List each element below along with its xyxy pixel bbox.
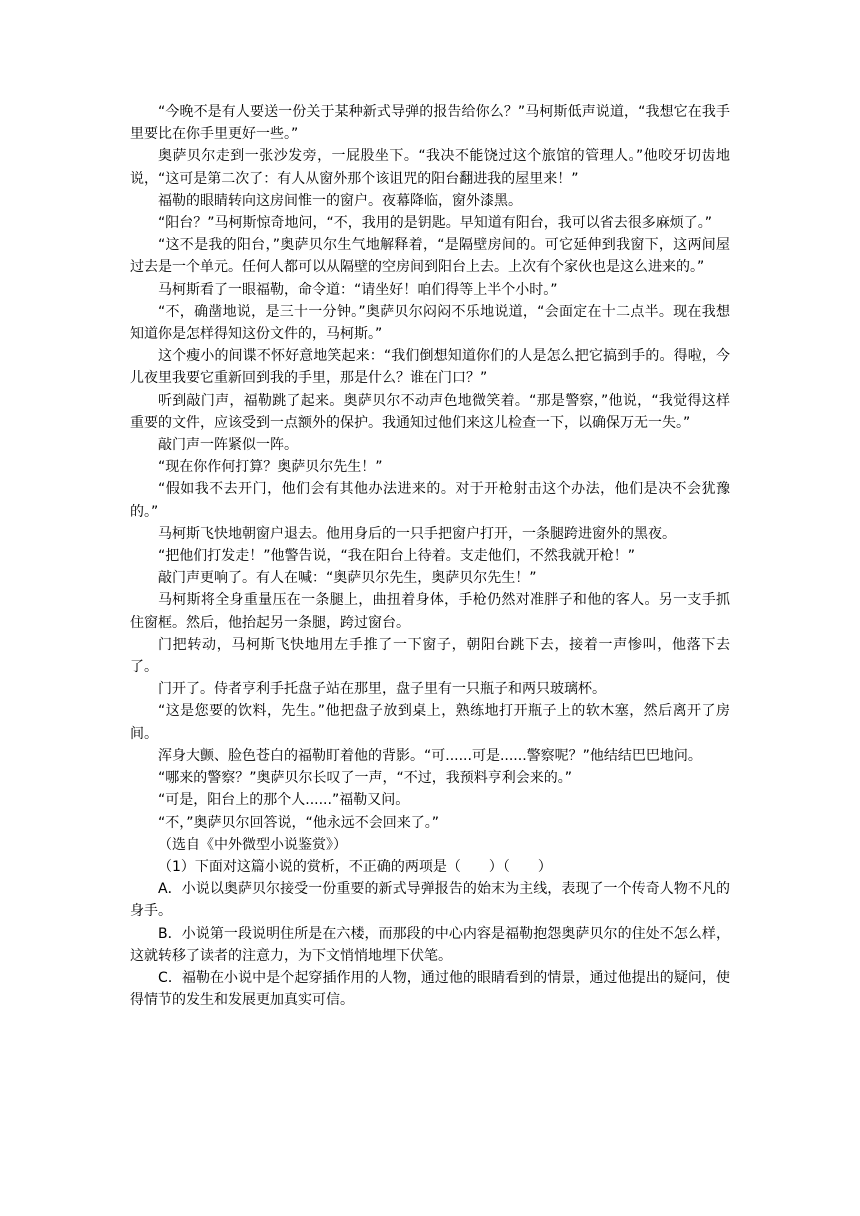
paragraph: 门把转动，马柯斯飞快地用左手推了一下窗子，朝阳台跳下去，接着一声惨叫，他落下去了。: [130, 636, 730, 676]
paragraph: “可是，阳台上的那个人......”福勒又问。: [158, 792, 410, 809]
paragraph: “哪来的警察？”奥萨贝尔长叹了一声，“不过，我预料亨利会来的。”: [158, 770, 573, 787]
paragraph: 马柯斯看了一眼福勒，命令道：“请坐好！咱们得等上半个小时。”: [158, 281, 558, 298]
paragraph: 马柯斯将全身重量压在一条腿上，曲扭着身体，手枪仍然对准胖子和他的客人。另一支手抓住窗框。然后，他抬起另一条腿，跨过窗台。: [130, 592, 730, 631]
paragraph: 奥萨贝尔走到一张沙发旁，一屁股坐下。“我决不能饶过这个旅馆的管理人。”他咬牙切齿地说，“这可是第二次了：有人从窗外那个该诅咒的阳台翻进我的屋里来！”: [130, 148, 730, 187]
source-note: （选自《中外微型小说鉴赏》）: [158, 836, 347, 853]
paragraph: 浑身大颤、脸色苍白的福勒盯着他的背影。“可......可是......警察呢？”他结结巴巴地问。: [158, 747, 702, 764]
paragraph: “这不是我的阳台，”奥萨贝尔生气地解释着，“是隔壁房间的。可它延伸到我窗下，这两间屋过去是一个单元。任何人都可以从隔壁的空房间到阳台上去。上次有个家伙也是这么进来的。”: [130, 237, 730, 276]
paragraph: “今晚不是有人要送一份关于某种新式导弹的报告给你么？”马柯斯低声说道，“我想它在我手里要比在你手里更好一些。”: [130, 104, 730, 143]
document-body: [130, 101, 730, 1011]
paragraph: 马柯斯飞快地朝窗户退去。他用身后的一只手把窗户打开，一条腿跨进窗外的黑夜。: [158, 525, 676, 542]
paragraph: 敲门声一阵紧似一阵。: [158, 437, 298, 454]
option-b: B．小说第一段说明住所是在六楼，而那段的中心内容是福勒抱怨奥萨贝尔的住处不怎么样，这就转移了读者的注意力，为下文悄悄地埋下伏笔。: [130, 925, 730, 964]
option-a: A．小说以奥萨贝尔接受一份重要的新式导弹报告的始末为主线，表现了一个传奇人物不凡的身手。: [130, 881, 730, 920]
paragraph: “不，”奥萨贝尔回答说，“他永远不会回来了。”: [158, 814, 440, 831]
paragraph: “把他们打发走！”他警告说，“我在阳台上待着。支走他们，不然我就开枪！”: [158, 548, 636, 565]
option-c: C．福勒在小说中是个起穿插作用的人物，通过他的眼睛看到的情景，通过他提出的疑问，使得情节的发生和发展更加真实可信。: [130, 969, 730, 1009]
paragraph: “不，确凿地说，是三十一分钟。”奥萨贝尔闷闷不乐地说道，“会面定在十二点半。现在我想知道你是怎样得知这份文件的，马柯斯。”: [130, 303, 730, 343]
paragraph: “现在你作何打算？奥萨贝尔先生！”: [158, 459, 383, 476]
paragraph: 敲门声更响了。有人在喊：“奥萨贝尔先生，奥萨贝尔先生！”: [158, 570, 537, 587]
paragraph: 福勒的眼睛转向这房间惟一的窗户。夜幕降临，窗外漆黑。: [158, 192, 522, 209]
paragraph: “假如我不去开门，他们会有其他办法进来的。对于开枪射击这个办法，他们是决不会犹豫的。”: [130, 481, 730, 520]
paragraph: 这个瘦小的间谍不怀好意地笑起来：“我们倒想知道你们的人是怎么把它搞到手的。得啦，今儿夜里我要它重新回到我的手里，那是什么？谁在门口？”: [130, 348, 730, 387]
paragraph: “这是您要的饮料，先生。”他把盘子放到桌上，熟练地打开瓶子上的软木塞，然后离开了房间。: [130, 703, 730, 742]
paragraph: “阳台？”马柯斯惊奇地问，“不，我用的是钥匙。早知道有阳台，我可以省去很多麻烦了。”: [158, 215, 713, 232]
question-stem: （1）下面对这篇小说的赏析，不正确的两项是（ ）（ ）: [158, 858, 552, 875]
paragraph: 门开了。侍者亨利手托盘子站在那里，盘子里有一只瓶子和两只玻璃杯。: [158, 681, 606, 698]
paragraph: 听到敲门声，福勒跳了起来。奥萨贝尔不动声色地微笑着。“那是警察，”他说，“我觉得这样重要的文件，应该受到一点额外的保护。我通知过他们来这儿检查一下，以确保万无一失。”: [130, 392, 730, 431]
